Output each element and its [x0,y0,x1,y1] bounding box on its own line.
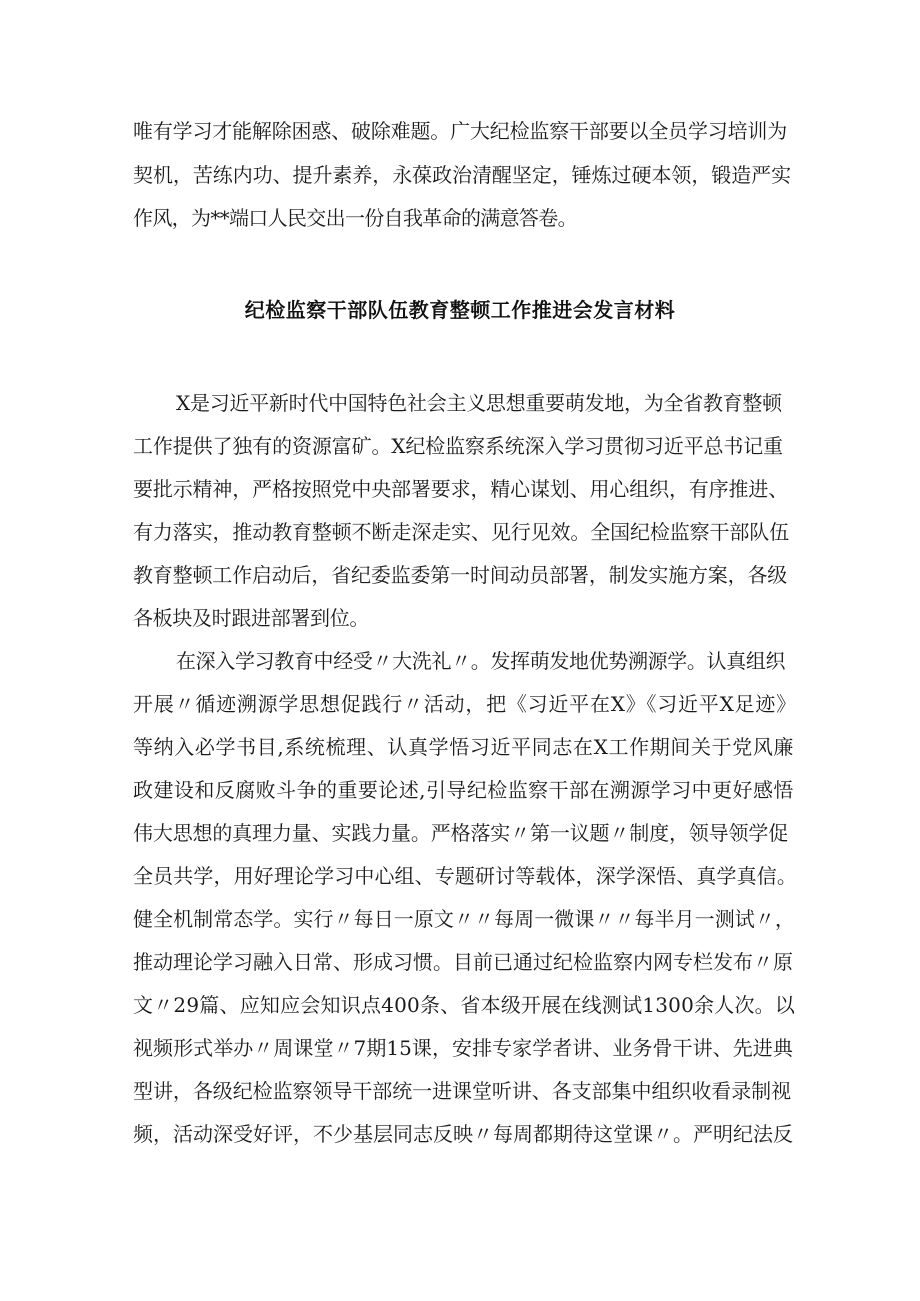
paragraph-2-line: 开展〃循迹溯源学思想促践行〃活动，把《习近平在X》《习近平X足迹》 [133,692,797,716]
top-paragraph-line: 契机，苦练内功、提升素养，永葆政治清醒坚定，锤炼过硬本领，锻造严实 [133,163,792,187]
paragraph-2-line: 型讲，各级纪检监察领导干部统一进课堂听讲、各支部集中组织收看录制视 [133,1079,792,1103]
document-title: 纪检监察干部队伍教育整顿工作推进会发言材料 [244,298,676,322]
paragraph-1-line: X是习近平新时代中国特色社会主义思想重要萌发地，为全省教育整顿 [176,391,782,415]
paragraph-2-line: 等纳入必学书目,系统梳理、认真学悟习近平同志在X工作期间关于党风廉 [133,735,795,759]
top-paragraph-line: 作风，为**端口人民交出一份自我革命的满意答卷。 [133,206,577,230]
paragraph-2-line: 视频形式举办〃周课堂〃7期15课，安排专家学者讲、业务骨干讲、先进典 [133,1036,793,1060]
paragraph-1-line: 工作提供了独有的资源富矿。X纪检监察系统深入学习贯彻习近平总书记重 [133,434,783,458]
paragraph-2-line: 政建设和反腐败斗争的重要论述,引导纪检监察干部在溯源学习中更好感悟 [133,778,794,802]
paragraph-1-line: 有力落实，推动教育整顿不断走深走实、见行见效。全国纪检监察干部队伍 [133,520,790,544]
paragraph-2-line: 健全机制常态学。实行〃每日一原文〃〃每周一微课〃〃每半月一测试〃， [133,907,795,931]
paragraph-2-line: 频，活动深受好评，不少基层同志反映〃每周都期待这堂课〃。严明纪法反 [133,1122,793,1146]
paragraph-2-line: 推动理论学习融入日常、形成习惯。目前已通过纪检监察内网专栏发布〃原 [133,950,793,974]
paragraph-2-line: 伟大思想的真理力量、实践力量。严格落实〃第一议题〃制度，领导领学促 [133,821,789,845]
paragraph-2-line: 文〃29篇、应知应会知识点400条、省本级开展在线测试1300余人次。以 [133,993,796,1017]
paragraph-2-line: 全员共学，用好理论学习中心组、专题研讨等载体，深学深悟、真学真信。 [133,864,797,888]
paragraph-1-line: 教育整顿工作启动后，省纪委监委第一时间动员部署，制发实施方案，各级 [133,563,788,587]
top-paragraph-line: 唯有学习才能解除困惑、破除难题。广大纪检监察干部要以全员学习培训为 [133,119,788,143]
paragraph-2-line: 在深入学习教育中经受〃大洗礼〃。发挥萌发地优势溯源学。认真组织 [176,649,786,673]
paragraph-1-line: 要批示精神，严格按照党中央部署要求，精心谋划、用心组织，有序推进、 [133,477,789,501]
paragraph-1-line: 各板块及时跟进部署到位。 [133,606,370,630]
